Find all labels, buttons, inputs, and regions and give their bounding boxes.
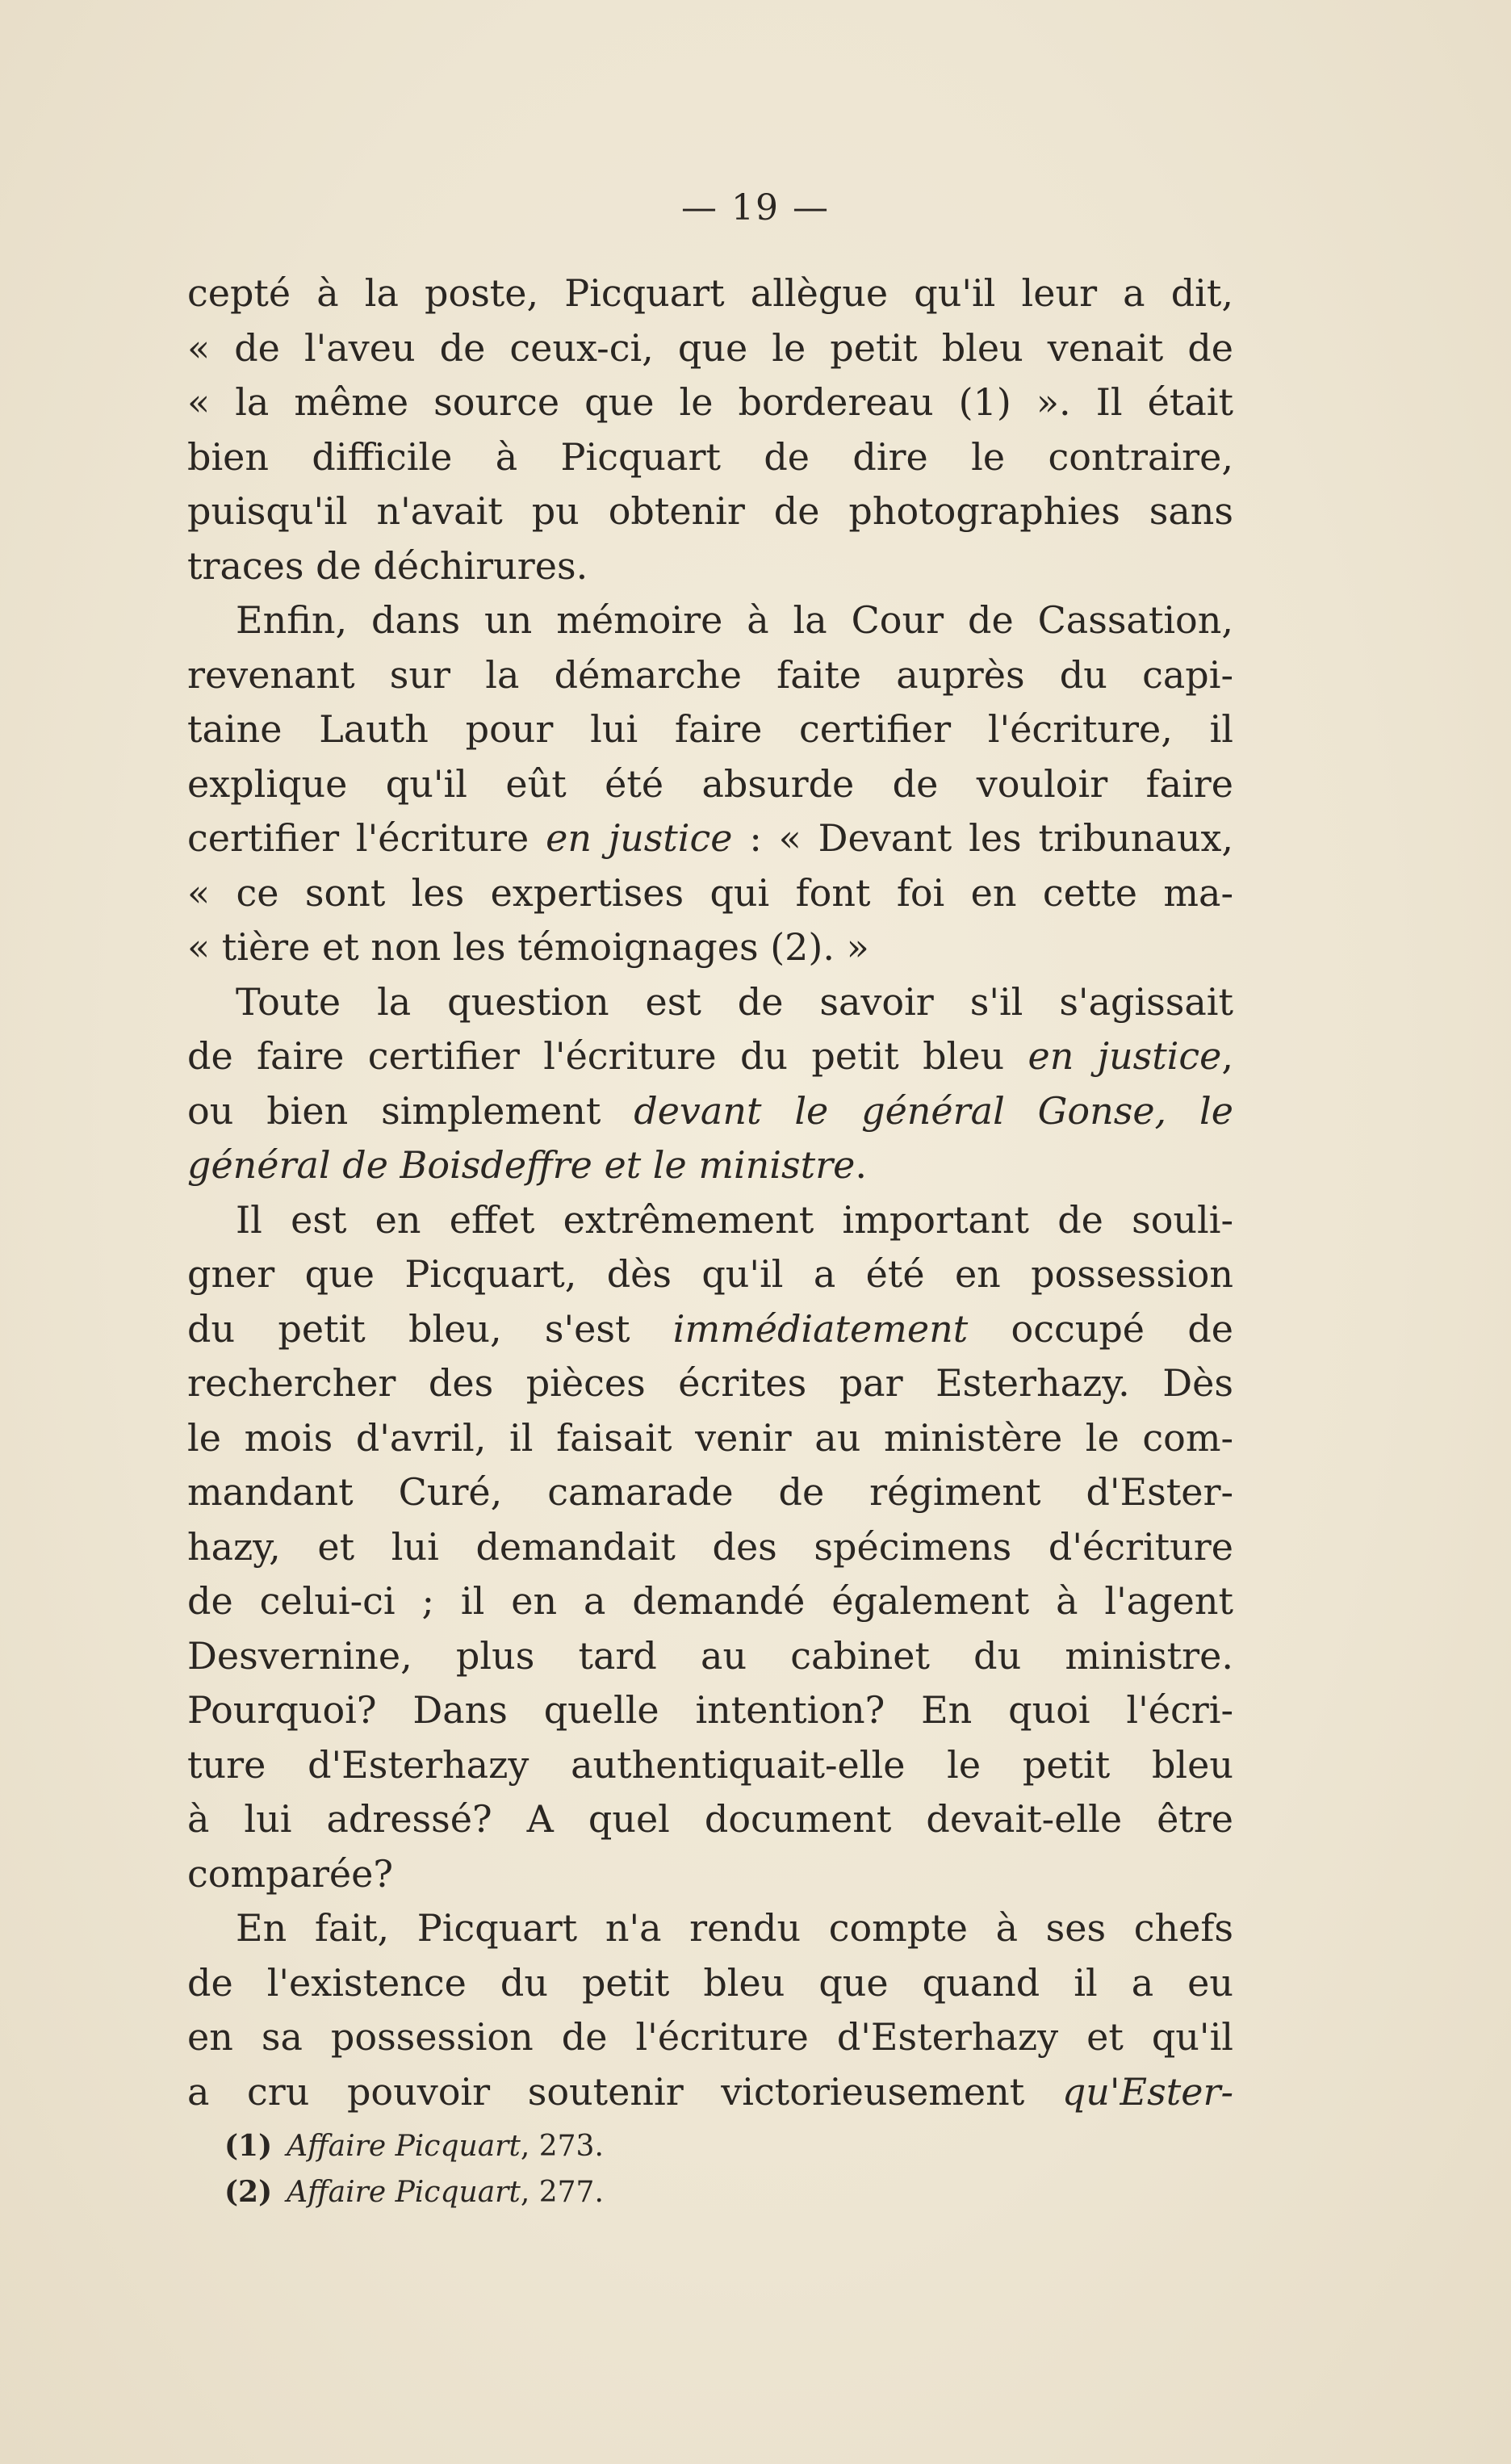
footnote: (1) Affaire Picquart, 273. <box>224 2129 604 2163</box>
body-text <box>187 266 1233 2119</box>
text-line: certifier l'écriture en justice : « Devant les tribunaux, <box>187 816 1233 860</box>
text-line: explique qu'il eût été absurde de vouloir faire <box>187 761 1233 806</box>
text-line: du petit bleu, s'est immédiatement occupé de <box>187 1306 1233 1351</box>
text-line: Il est en effet extrêmement important de souli- <box>236 1197 1233 1242</box>
text-line: puisqu'il n'avait pu obtenir de photographies sans <box>187 489 1233 533</box>
text-line: revenant sur la démarche faite auprès du capi- <box>187 652 1233 697</box>
text-line: Toute la question est de savoir s'il s'agissait <box>236 979 1233 1024</box>
text-line: Pourquoi? Dans quelle intention? En quoi l'écri- <box>187 1688 1233 1732</box>
text-line: « la même source que le bordereau (1) ». Il était <box>187 380 1233 424</box>
text-line: en sa possession de l'écriture d'Esterhazy et qu'il <box>187 2015 1233 2059</box>
text-line: Desvernine, plus tard au cabinet du ministre. <box>187 1633 1233 1678</box>
text-line: En fait, Picquart n'a rendu compte à ses chefs <box>236 1906 1233 1950</box>
text-line: de l'existence du petit bleu que quand il a eu <box>187 1960 1233 2005</box>
text-line: ture d'Esterhazy authentiquait-elle le petit bleu <box>187 1742 1233 1787</box>
text-line: bien difficile à Picquart de dire le contraire, <box>187 434 1233 479</box>
text-line: « tière et non les témoignages (2). » <box>187 925 869 969</box>
text-line: taine Lauth pour lui faire certifier l'écriture, il <box>187 707 1233 751</box>
text-line: traces de déchirures. <box>187 543 588 588</box>
text-line: Enfin, dans un mémoire à la Cour de Cassation, <box>236 598 1233 642</box>
text-line: hazy, et lui demandait des spécimens d'écriture <box>187 1524 1233 1569</box>
text-line: cepté à la poste, Picquart allègue qu'il leur a dit, <box>187 271 1233 315</box>
text-line: de faire certifier l'écriture du petit bleu en justice, <box>187 1034 1233 1078</box>
text-line: de celui-ci ; il en a demandé également à l'agent <box>187 1579 1233 1623</box>
footnote: (2) Affaire Picquart, 277. <box>224 2175 604 2209</box>
text-line: comparée? <box>187 1851 394 1896</box>
text-line: a cru pouvoir soutenir victorieusement qu'Ester- <box>187 2069 1233 2114</box>
page-number: — 19 — <box>681 187 830 228</box>
text-line: « de l'aveu de ceux-ci, que le petit bleu venait de <box>187 325 1233 370</box>
text-line: le mois d'avril, il faisait venir au ministère le com- <box>187 1415 1233 1460</box>
text-line: ou bien simplement devant le général Gonse, le <box>187 1088 1233 1133</box>
text-line: « ce sont les expertises qui font foi en cette ma- <box>187 870 1233 915</box>
text-line: général de Boisdeffre et le ministre. <box>187 1143 867 1187</box>
footnotes <box>224 2123 951 2215</box>
text-line: gner que Picquart, dès qu'il a été en possession <box>187 1252 1233 1296</box>
text-line: rechercher des pièces écrites par Esterhazy. Dès <box>187 1361 1233 1405</box>
text-line: mandant Curé, camarade de régiment d'Ester- <box>187 1470 1233 1514</box>
text-line: à lui adressé? A quel document devait-elle être <box>187 1797 1233 1841</box>
